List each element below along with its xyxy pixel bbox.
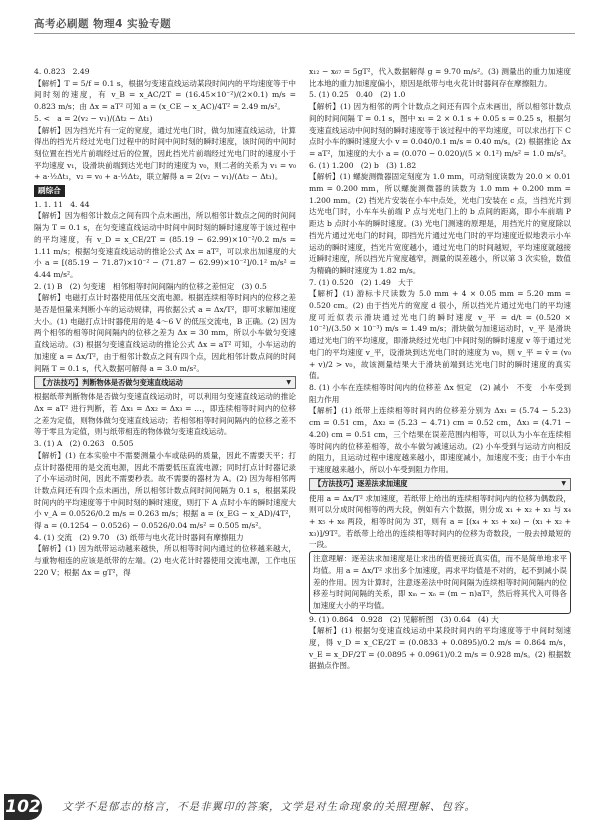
answer-paragraph: 4. (1) 交流 (2) 9.70 (3) 纸带与电火花计时器间有摩擦阻力: [34, 532, 244, 542]
answer-paragraph: 9. (1) 0.864 0.928 (2) 见解析图 (3) 0.64 (4) 大: [309, 614, 499, 624]
running-title: 高考必刷题 物理4 实验专题: [34, 18, 172, 30]
answer-paragraph: 【解析】(1) 根据匀变速直线运动中某段时间内的平均速度等于中间时刻速度，得 v_D = x_CE/2T = (0.0833 + 0.0895)/0.2 m/s = 0.864 m/s，v_E = x_DF/2T = (0.0895 + 0.0961)/0.2 m/s = 0.928 m/s。(2) 根据数据描点作图。: [309, 626, 571, 671]
triangle-down-icon: ▼: [286, 378, 291, 386]
answer-paragraph: 【解析】电磁打点计时器使用低压交流电源。根据连续相等时间内的位移之差是否是恒量来判断小车的运动规律，再依据公式 a = Δx/T²，即可求解加速度大小。(1) 电磁打点计时器使用的是 4～6 V 的低压交流电，B 正确。(2) 因为两个相邻的相等时间间隔内的位移之差为 Δx = 30 mm，所以小车做匀变速直线运动。(3) 根据匀变速直线运动的推论公式 Δx = aT² 可知，小车运动的加速度 a = Δx/T²，由于相邻计数点之间有四个点，因此相邻计数点间的时间间隔 T = 0.1 s，代入数据可解得 a = 3.0 m/s²。: [34, 293, 296, 373]
note-box: 注意理解：逐差法求加速度是让求出的值更接近真实值，而不是简单地求平均值。用 a = Δx/T² 求出多个加速度，再求平均值是不对的，起不到减小误差的作用。因为计算时，注意逐差法中时间间隔为连续相等时间间隔内的位移差与时间间隔的关系，即 xₘ − xₙ = (m − n)aT²，然后将其代入可得各加速度大小的平均值。: [309, 551, 571, 614]
answer-paragraph: 【解析】因为相邻计数点之间有四个点未画出，所以相邻计数点之间的时间间隔为 T = 0.1 s，在匀变速直线运动中时间中间时刻的瞬时速度等于该过程中的平均速度，有 v_D = x_CE/2T = (85.19 − 62.99)×10⁻²/0.2 m/s = 1.11 m/s；根据匀变速直线运动的推论公式 Δx = aT²，可以求出加速度的大小 a = [(85.19 − 71.87)×10⁻² − (71.87 − 62.99)×10⁻²]/0.1² m/s² = 4.44 m/s²。: [34, 211, 299, 279]
section-badge: 刷综合: [34, 185, 65, 197]
left-column: [34, 66, 299, 579]
answer-paragraph: 1. 1. 11 4. 44: [34, 199, 90, 209]
answer-paragraph: 6. (1) 1.200 (2) b (3) 1.82: [309, 160, 417, 170]
answer-paragraph: 【解析】(1) 在本实验中不需要测量小车或砝码的质量，因此不需要天平；打点计时器使用的是交流电源，因此不需要低压直流电源；同时打点计时器记录了小车运动时间，因此不需要秒表。故不需要的器材为 A。(2) 因为每相邻两计数点间还有四个点未画出，所以相邻计数点间时间间隔为 0.1 s，根据某段时间内的平均速度等于中间时刻的瞬时速度，则打下 A 点时小车的瞬时速度大小 v_A = 0.0526/0.2 m/s = 0.263 m/s；根据 a = (x_EG − x_AD)/4T²，得 a = (0.1254 − 0.0526) − 0.0526/0.04 m/s² = 0.505 m/s²。: [34, 450, 296, 531]
page-footer: [0, 790, 593, 826]
page-header: [0, 0, 593, 36]
answer-paragraph: 【解析】因为挡光片有一定的宽度，通过光电门时，做匀加速直线运动，计算得出的挡光片经过光电门过程中的时间中间时刻的瞬时速度，该时间的中间时刻位置在挡光片前端经过后的位置，因此挡光片前端经过光电门时的速度小于平均速度 v₁，设滑块前端到达光电门时的速度为 v₀，则二者的关系为 v₁ = v₀ + a·½Δt₁，v₂ = v₀ + a·½Δt₂，联立解得 a = 2(v₂ − v₁)/(Δt₂ − Δt₁)。: [34, 125, 299, 182]
answer-paragraph: 7. (1) 0.520 (2) 1.49 大于: [309, 277, 414, 287]
answer-paragraph: 3. (1) A (2) 0.263 0.505: [34, 439, 134, 449]
triangle-down-icon: ▼: [561, 480, 566, 488]
answer-paragraph: 使用 a = Δx/T² 求加速度，若纸带上给出的连续相等时间内的位移为偶数段，则可以分成时间相等的两大段，例如有六个数据，则分成 x₁ + x₂ + x₃ 与 x₄ + x₅ + x₆ 两段，相等时间为 3T，则有 a = [(x₄ + x₅ + x₆) − (x₁ + x₂ + x₃)]/9T²。若纸带上给出的连续相等时间内的位移为奇数段，一般去掉最短的一段。: [309, 493, 574, 550]
method-tip-title: 【方法技巧】逐差法求加速度: [314, 479, 408, 489]
answer-paragraph: 【解析】(1) 因为相邻的两个计数点之间还有四个点未画出，所以相邻计数点间的时间间隔 T = 0.1 s，图中 x₁ = 2 × 0.1 s + 0.05 s = 0.25 s，根据匀变速直线运动中间时刻的瞬时速度等于该过程中的平均速度，可以求出打下 C 点时小车的瞬时速度大小 v = 0.040/0.1 m/s = 0.40 m/s。(2) 根据推论 Δx = aT²，加速度的大小 a = (0.070 − 0.020)/(5 × 0.1²) m/s² = 1.0 m/s²。: [309, 102, 574, 158]
header-rule: [34, 33, 575, 34]
answer-paragraph: 8. (1) 小车在连续相等时间内的位移差 Δx 恒定 (2) 减小 不变 小车受到阻力作用: [309, 382, 571, 404]
answer-paragraph: 根据纸带判断物体是否做匀变速直线运动时，可以利用匀变速直线运动的推论 Δx = aT² 进行判断，若 Δx₁ = Δx₂ = Δx₃ = …，即连续相等时间内的位移之差为定值，则物体做匀变速直线运动；若相邻相等时间间隔内的位移之差不等于零且为定值，则与纸带相连的物体做匀变速直线运动。: [34, 392, 299, 437]
answer-paragraph: 4. 0.823 2.49: [34, 67, 90, 76]
answer-paragraph: 【解析】(1) 游标卡尺读数为 5.0 mm + 4 × 0.05 mm = 5.20 mm = 0.520 cm。(2) 由于挡光片的宽度 d 很小，所以挡光片通过光电门的平均速度可近似表示滑块通过光电门的瞬时速度 v_平 = d/t = (0.520 × 10⁻²)/(3.50 × 10⁻³) m/s = 1.49 m/s；滑块做匀加速运动时，v_平 是滑块通过光电门的平均速度，即滑块经过光电门中间时刻的瞬时速度 v 等于通过光电门的平均速度 v_平，设滑块到达光电门时的速度为 v₀，则 v_平 = v̄ = (v₀ + v)/2 > v₀，故该测量结果大于滑块前端到达光电门时的瞬时速度的真实值。: [309, 289, 574, 381]
footer-motto: 文学不是郁志的格言，不是非翼印的答案，文学是对生命现象的关照理解、包容。: [62, 801, 476, 813]
page-number: 102: [4, 794, 42, 820]
answer-paragraph: 【解析】(1) 因为纸带运动越来越快，所以相等时间内通过的位移越来越大，与重物相连的应该是纸带的左端。(2) 电火花计时器使用交流电源，工作电压 220 V；根据 Δx = gT²，得: [34, 544, 299, 577]
answer-paragraph: 【解析】(1) 纸带上连续相等时间内的位移差分别为 Δx₁ = (5.74 − 5.23) cm = 0.51 cm，Δx₂ = (5.23 − 4.71) cm = 0.52 cm，Δx₃ = (4.71 − 4.20) cm = 0.51 cm，三个结果在误差范围内相等，可以认为小车在连续相等时间内的位移差相等，故小车做匀减速运动。(2) 小车受到与运动方向相反的阻力，且运动过程中速度越来越小，即速度减小，加速度不变；由于小车由于速度越来越小，所以小车受到阻力作用。: [309, 406, 574, 474]
method-tip-banner: [309, 478, 571, 491]
answer-paragraph: 5. < a = 2(v₂ − v₁)/(Δt₂ − Δt₁): [34, 113, 153, 123]
answer-paragraph: 【解析】T = 5/f = 0.1 s，根据匀变速直线运动某段时间内的平均速度等于中间时刻的速度，有 v_B = x_AC/2T = (16.45×10⁻²)/(2×0.1) m/s = 0.823 m/s；由 Δx = aT² 可知 a = (x_CE − x_AC)/4T² = 2.49 m/s²。: [34, 78, 299, 112]
answer-paragraph: 【解析】(1) 螺旋测微器固定刻度为 1.0 mm，可动刻度读数为 20.0 × 0.01 mm = 0.200 mm，所以螺旋测微器的读数为 1.0 mm + 0.200 mm = 1.200 mm。(2) 挡光片安装在小车中点处，光电门安装在 c 点，当挡光片到达光电门时，小车车头前端 P 点与光电门上的 b 点间的距离，即小车前端 P 距达 b 点时小车的瞬时速度。(3) 光电门测速的原理是，用挡光片的宽度除以挡光片通过光电门的时间，即挡光片通过光电门时的平均速度近似地表示小车运动的瞬时速度，挡光片宽度越小，通过光电门的时间越短，平均速度就越接近瞬时速度，所以挡光片宽度越窄，测量的误差越小，所以第 3 次实验，数值为精确的瞬时速度为 1.82 m/s。: [309, 172, 574, 275]
method-tip-banner: [34, 376, 296, 389]
method-tip-title: 【方法技巧】判断物体是否做匀变速直线运动: [39, 377, 183, 387]
answer-paragraph: 5. (1) 0.25 0.40 (2) 1.0: [309, 90, 406, 100]
right-column: [309, 66, 574, 672]
answer-paragraph: 2. (1) B (2) 匀变速 相邻相等时间间隔内的位移之差恒定 (3) 0.5: [34, 281, 267, 291]
answer-paragraph: x₁₂ − x₆₇ = 5gT²，代入数据解得 g = 9.70 m/s²。(3) 测量出的重力加速度比本地的重力加速度偏小，原因是纸带与电火花计时器间存在摩擦阻力。: [309, 67, 571, 88]
